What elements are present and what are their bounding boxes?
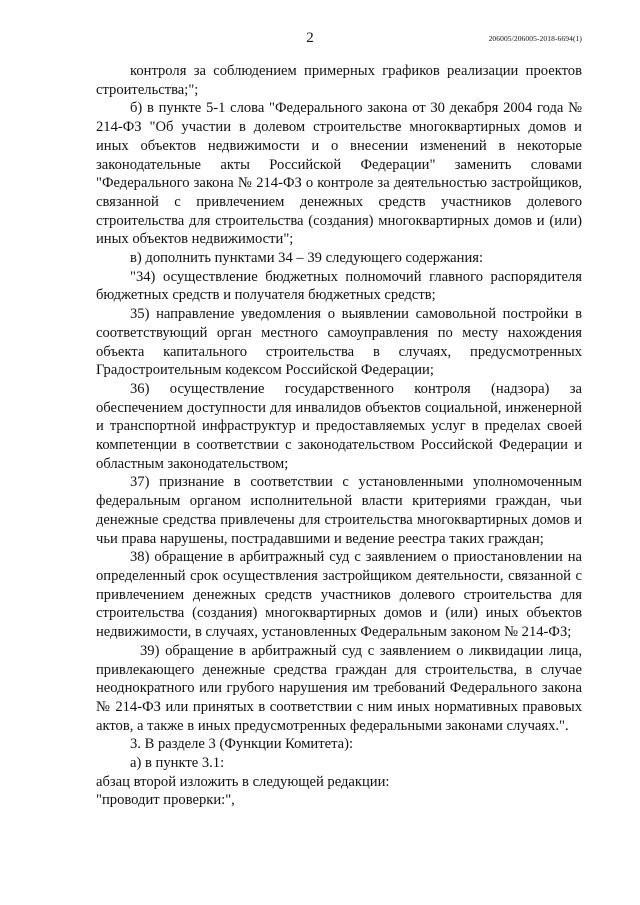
paragraph-abzac: абзац второй изложить в следующей редакции: (96, 773, 390, 790)
paragraph-quote: "проводит проверки:", (96, 792, 235, 809)
paragraph-item-39: 39) обращение в арбитражный суд с заявлением о ликвидации лица, привлекающего денежные средства граждан для строительства, в случае неоднократного или грубого нарушения им требований Федерального закона № 214-ФЗ или принятых в соответствии с ним иных нормативных правовых актов, а также в иных предусмотренных федеральными законами случаях.". (96, 642, 582, 734)
paragraph-a: а) в пункте 3.1: (130, 755, 225, 772)
paragraph-section-3: 3. В разделе 3 (Функции Комитета): (130, 736, 354, 753)
paragraph-item-35: 35) направление уведомления о выявлении самовольной постройки в соответствующий орган местного самоуправления по месту нахождения объекта капитального строительства в случаях, предусмотренных Градостроительным кодексом Российской Федерации; (96, 306, 582, 379)
paragraph-continuation: контроля за соблюдением примерных графиков реализации проектов строительства;"; (96, 63, 582, 98)
paragraph-item-36: 36) осуществление государственного контроля (надзора) за обеспечением доступности для инвалидов объектов социальной, инженерной и транспортной инфраструктур и предоставляемых услуг в пределах своей компетенции в соответствии с законодательством Российской Федерации и областным законодательством; (96, 380, 582, 472)
paragraph-item-38: 38) обращение в арбитражный суд с заявлением о приостановлении на определенный срок осуществления застройщиком деятельности, связанной с привлечением денежных средств участников долевого строительства для строительства (создания) многоквартирных домов и (или) иных объектов недвижимости, в случаях, установленных Федеральным законом № 214-ФЗ; (96, 549, 582, 641)
paragraph-v: в) дополнить пунктами 34 – 39 следующего содержания: (130, 250, 484, 267)
document-id: 206005/206005-2018-6694(1) (488, 34, 582, 43)
paragraph-item-37: 37) признание в соответствии с установленными уполномоченным федеральным органом исполнительной власти критериями граждан, чьи денежные средства привлечены для строительства многоквартирных домов и чьи права нарушены, пострадавшими и ведение реестра таких граждан; (96, 474, 582, 547)
page-number: 2 (306, 30, 314, 46)
paragraph-item-34: "34) осуществление бюджетных полномочий главного распорядителя бюджетных средств и получателя бюджетных средств; (96, 268, 582, 304)
document-body (96, 62, 582, 810)
paragraph-b: б) в пункте 5-1 слова "Федерального закона от 30 декабря 2004 года № 214-ФЗ "Об участии в долевом строительстве многоквартирных домов и иных объектов недвижимости и о внесении изменений в некоторые законодательные акты Российской Федерации" заменить словами "Федерального закона № 214-ФЗ о контроле за деятельностью застройщиков, связанной с привлечением денежных средств участников долевого строительства для строительства (создания) многоквартирных домов и (или) иных объектов недвижимости"; (96, 100, 582, 248)
